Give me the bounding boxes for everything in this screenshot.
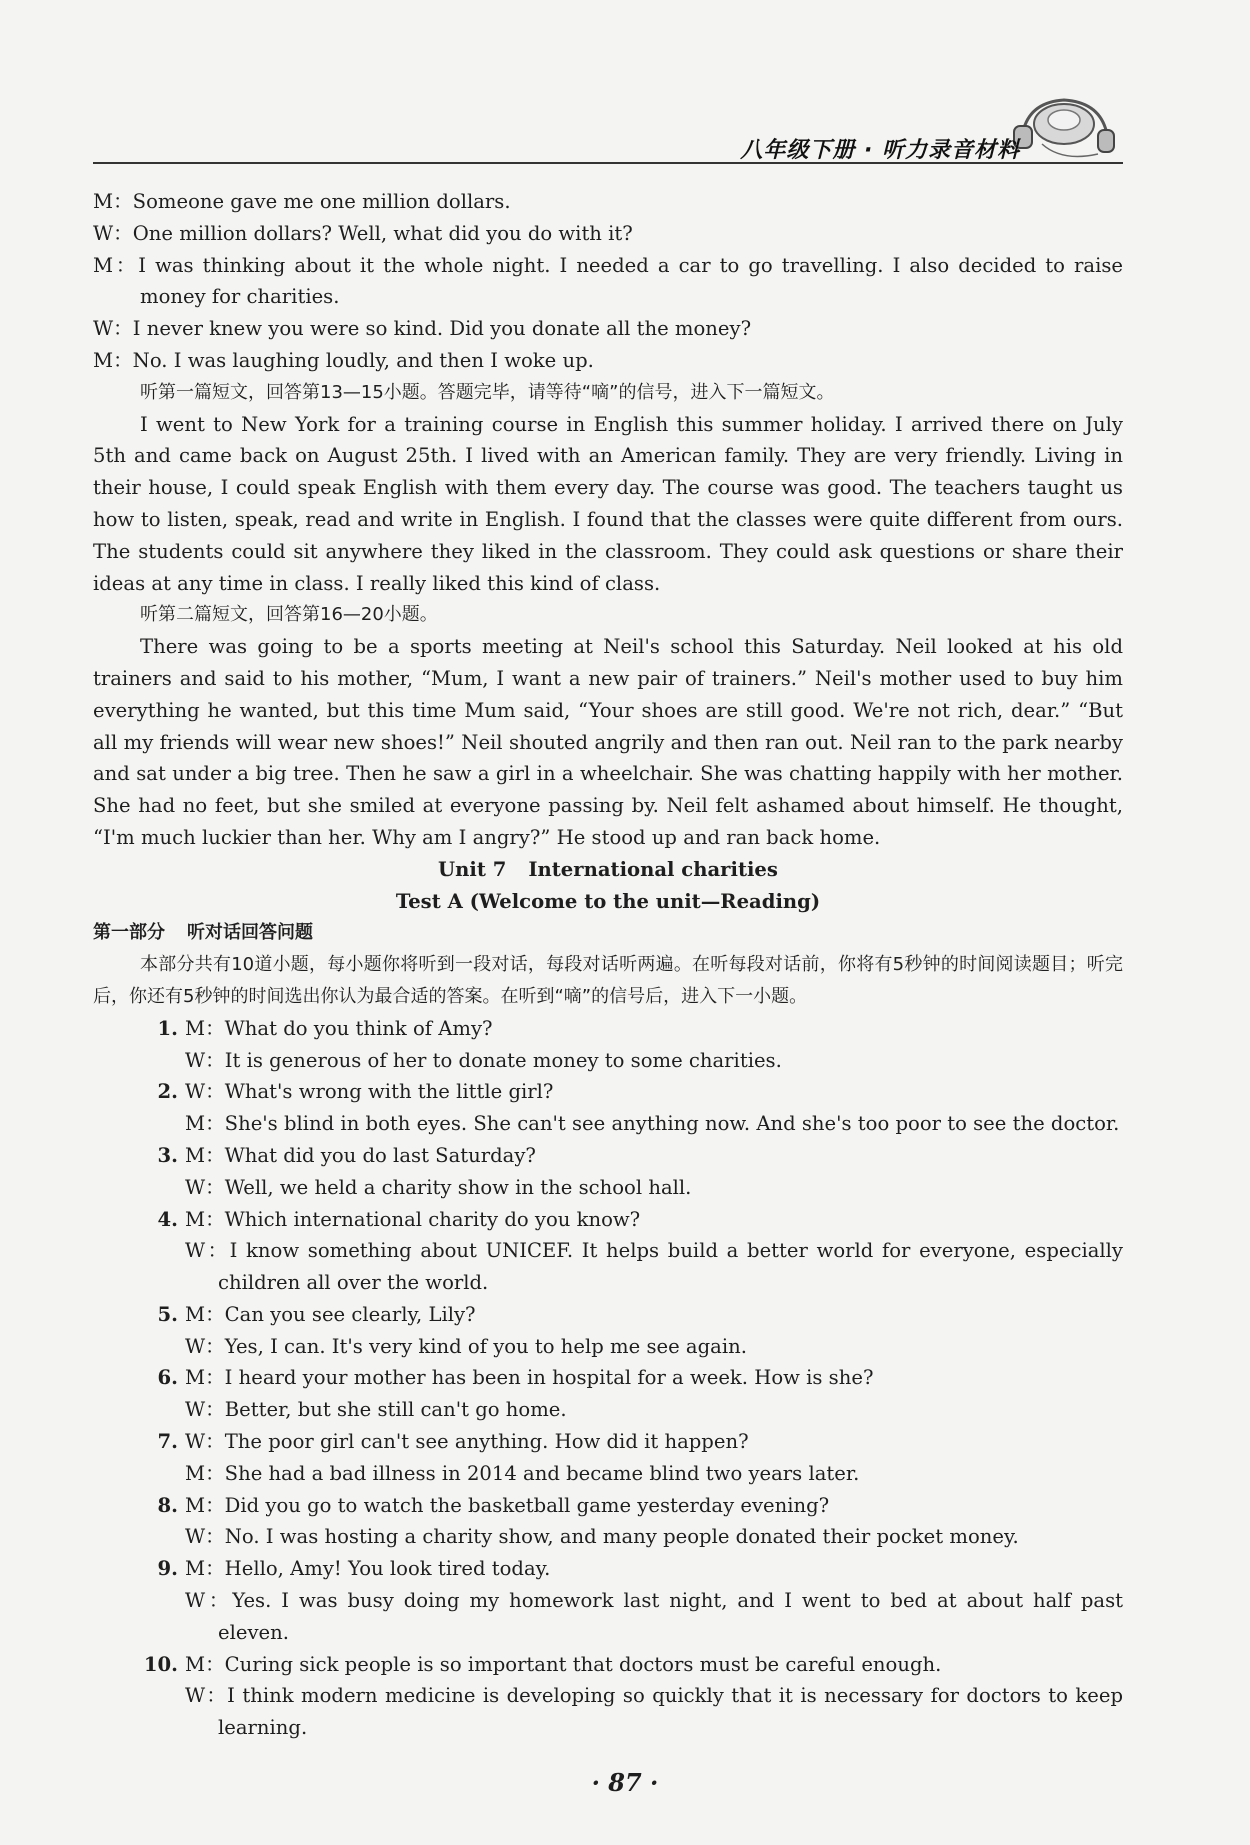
question-line-1: M：Which international charity do you know?: [185, 1207, 641, 1231]
question-line-1: W：The poor girl can't see anything. How did it happen?: [185, 1430, 749, 1454]
question-line-1: M：What did you do last Saturday?: [185, 1143, 536, 1167]
question-line-2: W：It is generous of her to donate money to some charities.: [185, 1048, 782, 1072]
question-line-1: M：Did you go to watch the basketball game yesterday evening?: [185, 1493, 830, 1517]
speaker-label: W：: [93, 221, 133, 245]
question-item: [93, 1013, 1123, 1077]
question-number: 5.: [157, 1302, 178, 1326]
section-label: 第一部分: [93, 922, 165, 944]
header-title: 八年级下册 · 听力录音材料: [740, 138, 1020, 163]
dialogue-line: [93, 218, 1123, 250]
question-item: [93, 1490, 1123, 1554]
page-body: [93, 186, 1123, 1744]
unit-heading: [93, 854, 1123, 886]
question-line-2: W：Yes. I was busy doing my homework last night, and I went to bed at about half past eleven.: [185, 1589, 1123, 1644]
unit-number: Unit 7: [438, 857, 507, 881]
section-title: 听对话回答问题: [187, 922, 313, 944]
dialogue-text: One million dollars? Well, what did you do with it?: [132, 221, 633, 245]
question-item: [93, 1362, 1123, 1426]
question-line-1: M：Curing sick people is so important that doctors must be careful enough.: [185, 1652, 942, 1676]
dialogue-text: No. I was laughing loudly, and then I woke up.: [132, 348, 594, 372]
header-divider: [93, 162, 1123, 164]
question-number: 4.: [157, 1207, 178, 1231]
question-line-1: M：What do you think of Amy?: [185, 1016, 493, 1040]
question-item: [93, 1204, 1123, 1299]
question-line-1: W：What's wrong with the little girl?: [185, 1080, 554, 1104]
section-intro: 本部分共有10道小题，每小题你将听到一段对话，每段对话听两遍。在听每段对话前，你将有5秒钟的时间阅读题目；听完后，你还有5秒钟的时间选出你认为最合适的答案。在听到“嘀”的信号后，进入下一小题。: [93, 954, 1123, 1007]
question-number: 2.: [157, 1080, 178, 1104]
question-line-2: W：Yes, I can. It's very kind of you to help me see again.: [185, 1334, 747, 1358]
question-item: [93, 1426, 1123, 1490]
question-line-2: M：She's blind in both eyes. She can't see anything now. And she's too poor to see the doctor.: [185, 1112, 1120, 1136]
question-item: [93, 1553, 1123, 1648]
instruction-1: 听第一篇短文，回答第13—15小题。答题完毕，请等待“嘀”的信号，进入下一篇短文。: [140, 381, 835, 403]
question-number: 1.: [157, 1016, 178, 1040]
question-line-2: W：I think modern medicine is developing so quickly that it is necessary for doctors to keep learning.: [185, 1684, 1123, 1740]
question-line-2: W：Better, but she still can't go home.: [185, 1398, 567, 1422]
dialogue-line: [93, 250, 1123, 314]
passage-1: I went to New York for a training course in English this summer holiday. I arrived there on July 5th and came back on August 25th. I lived with an American family. They are very friendly. Living in their house, I could speak English with them every day. The course was good. The teachers taught us how to listen, speak, read and write in English. I found that the classes were quite different from ours. The students could sit anywhere they liked in the classroom. They could ask questions or share their ideas at any time in class. I really liked this kind of class.: [93, 412, 1123, 595]
question-number: 10.: [143, 1652, 178, 1676]
dialogue-line: [93, 345, 1123, 377]
question-line-1: M：Can you see clearly, Lily?: [185, 1302, 476, 1326]
question-item: [93, 1140, 1123, 1204]
question-number: 6.: [157, 1366, 178, 1390]
speaker-label: M：: [93, 253, 139, 277]
instruction-2: 听第二篇短文，回答第16—20小题。: [140, 604, 438, 626]
question-line-2: W：I know something about UNICEF. It helps build a better world for everyone, especially children all over the world.: [185, 1239, 1123, 1295]
speaker-label: W：: [93, 317, 133, 341]
speaker-label: M：: [93, 190, 133, 213]
question-item: [93, 1299, 1123, 1363]
dialogue-text: I never knew you were so kind. Did you donate all the money?: [132, 317, 752, 341]
dialogue-text: I was thinking about it the whole night. I needed a car to go travelling. I also decided to raise money for charities.: [138, 253, 1123, 309]
dialogue-text: Someone gave me one million dollars.: [132, 190, 511, 213]
question-line-2: W：Well, we held a charity show in the school hall.: [185, 1175, 692, 1199]
question-line-1: M：I heard your mother has been in hospital for a week. How is she?: [185, 1366, 874, 1390]
question-item: [93, 1649, 1123, 1744]
question-line-2: M：She had a bad illness in 2014 and became blind two years later.: [185, 1461, 860, 1485]
passage-2: There was going to be a sports meeting at Neil's school this Saturday. Neil looked at his old trainers and said to his mother, “Mum, I want a new pair of trainers.” Neil's mother used to buy him everything he wanted, but this time Mum said, “Your shoes are still good. We're not rich, dear.” “But all my friends will wear new shoes!” Neil shouted angrily and then ran out. Neil ran to the park nearby and sat under a big tree. Then he saw a girl in a wheelchair. She was chatting happily with her mother. She had no feet, but she smiled at everyone passing by. Neil felt ashamed about himself. He thought, “I'm much luckier than her. Why am I angry?” He stood up and ran back home.: [93, 635, 1123, 849]
dialogue-line: [93, 313, 1123, 345]
question-number: 8.: [157, 1493, 178, 1517]
page-number: · 87 ·: [591, 1768, 659, 1797]
speaker-label: M：: [93, 348, 133, 372]
question-number: 9.: [157, 1557, 178, 1581]
headphones-icon: [1002, 92, 1122, 172]
question-number: 3.: [157, 1143, 178, 1167]
dialogue-1: [93, 186, 1123, 377]
question-line-1: M：Hello, Amy! You look tired today.: [185, 1557, 551, 1581]
question-line-2: W：No. I was hosting a charity show, and many people donated their pocket money.: [185, 1525, 1019, 1549]
dialogue-line: [93, 186, 1123, 218]
unit-title: International charities: [528, 857, 778, 881]
question-item: [93, 1076, 1123, 1140]
question-number: 7.: [157, 1430, 178, 1454]
test-heading: Test A (Welcome to the unit—Reading): [395, 889, 821, 913]
question-list: [93, 1013, 1123, 1744]
section-heading: [93, 917, 1123, 949]
